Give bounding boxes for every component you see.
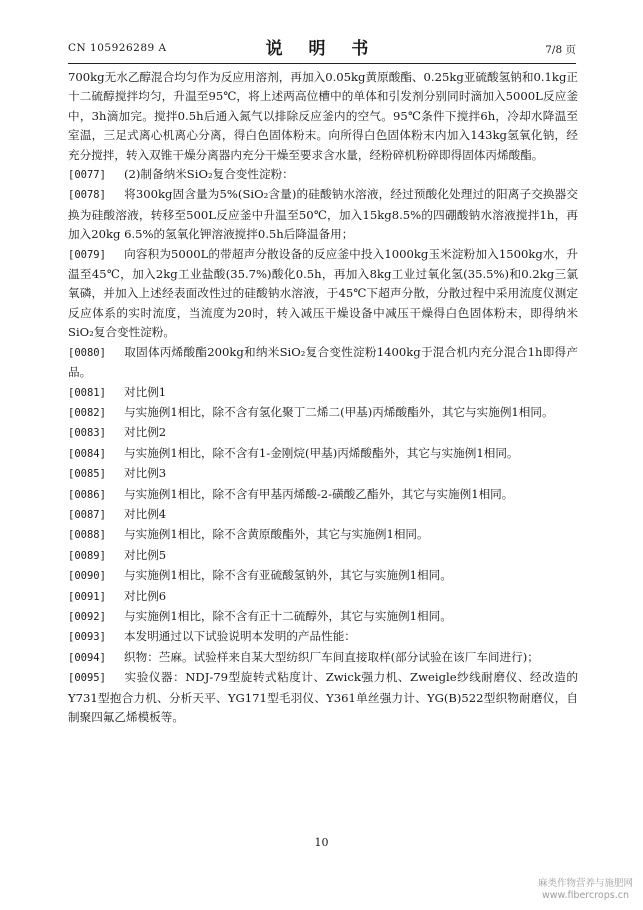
paragraph <box>68 423 578 443</box>
watermark-title: 麻类作物营养与施肥网 <box>537 878 633 889</box>
paragraph <box>68 668 578 727</box>
paragraph-number: [0085] <box>68 468 106 481</box>
page-number: 10 <box>314 836 329 849</box>
paragraph-number: [0083] <box>68 427 106 440</box>
paragraph <box>68 444 578 464</box>
document-title: 说 明 书 <box>265 39 379 59</box>
paragraph-number: [0084] <box>68 447 106 460</box>
paragraph-number: [0092] <box>68 610 106 623</box>
paragraph <box>68 383 578 403</box>
patent-number: CN 105926289 A <box>68 42 167 54</box>
paragraph-text: 对比例4 <box>124 506 167 521</box>
paragraph-number: [0094] <box>68 651 106 664</box>
paragraph <box>68 566 578 586</box>
paragraph <box>68 403 578 423</box>
paragraph-text: 织物：苎麻。试验样来自某大型纺织厂车间直接取样(部分试验在该厂车间进行)； <box>124 649 539 664</box>
paragraph <box>68 464 578 484</box>
paragraph-number: [0086] <box>68 488 106 501</box>
paragraph-number: [0091] <box>68 590 106 603</box>
paragraph-number: [0087] <box>68 508 106 521</box>
paragraph-text: 与实施例1相比，除不含有1-金刚烷(甲基)丙烯酸酯外，其它与实施例1相同。 <box>124 445 519 460</box>
paragraph-text: 对比例3 <box>124 466 167 481</box>
paragraph-number: [0081] <box>68 386 106 399</box>
paragraph-text: 向容积为5000L的带超声分散设备的反应釜中投入1000kg玉米淀粉加入1500kg水，升温至45℃，加入2kg工业盐酸(35.7%)酸化0.5h，再加入8kg工业过氧化氢(35.5%)和0.2kg三氯氧磷，并加入上述经表面改性过的硅酸钠水溶液，于45℃下超声分散，分散过程中采用流度仪测定反应体系的实时流度，当流度为20时，转入减压干燥设备中减压干燥得白色固体粉末，即得纳米SiO₂复合变性淀粉。 <box>68 246 578 340</box>
paragraph-number: [0082] <box>68 406 106 419</box>
paragraph-text: 与实施例1相比，除不含有甲基丙烯酸-2-磺酸乙酯外，其它与实施例1相同。 <box>124 486 514 501</box>
paragraph-text: 将300kg固含量为5%(SiO₂含量)的硅酸钠水溶液，经过预酸化处理过的阳离子交换器交换为硅酸溶液，转移至500L反应釜中升温至50℃，加入15kg8.5%的四硼酸钠水溶液搅拌1h，再加入20kg 6.5%的氢氧化钾溶液搅拌0.5h后降温备用； <box>68 187 578 242</box>
page-indicator: 7/8 页 <box>545 44 576 56</box>
watermark-url: www.fibercrops.cn <box>541 890 629 901</box>
paragraph-text: 对比例1 <box>124 384 167 399</box>
header-divider <box>68 63 576 64</box>
paragraph <box>68 485 578 505</box>
paragraph-text: 对比例5 <box>124 547 167 562</box>
paragraph <box>68 245 578 343</box>
paragraph-text: 与实施例1相比，除不含有亚硫酸氢钠外，其它与实施例1相同。 <box>124 568 452 583</box>
paragraph-text: 与实施例1相比，除不含有正十二硫醇外，其它与实施例1相同。 <box>124 608 452 623</box>
paragraph <box>68 607 578 627</box>
paragraph-text: 本发明通过以下试验说明本发明的产品性能： <box>124 629 356 644</box>
paragraph-text: 对比例6 <box>124 588 167 603</box>
paragraph <box>68 627 578 647</box>
page-header <box>68 34 576 60</box>
paragraph-text: 取固体丙烯酸酯200kg和纳米SiO₂复合变性淀粉1400kg于混合机内充分混合1h即得产品。 <box>68 344 578 380</box>
paragraph-number: [0090] <box>68 570 106 583</box>
paragraph-text: 对比例2 <box>124 425 167 440</box>
paragraph <box>68 546 578 566</box>
paragraph-text: 700kg无水乙醇混合均匀作为反应用溶剂，再加入0.05kg黄原酸酯、0.25kg亚硫酸氢钠和0.1kg正十二硫醇搅拌均匀，升温至95℃，将上述两高位槽中的单体和引发剂分别同时滴加入5000L反应釜中，3h滴加完。搅拌0.5h后通入氮气以排除反应釜内的空气。95℃条件下搅拌6h，冷却水降温至室温，三足式离心机离心分离，得白色固体粉末。向所得白色固体粉末内加入143kg氢氧化钠，经充分搅拌，转入双锥干燥分离器内充分干燥至要求含水量，经粉碎机粉碎即得固体丙烯酸酯。 <box>68 70 578 162</box>
paragraph-number: [0078] <box>68 189 106 202</box>
paragraph <box>68 185 578 244</box>
paragraph <box>68 525 578 545</box>
paragraph <box>68 68 578 165</box>
paragraph <box>68 587 578 607</box>
document-body <box>68 68 578 727</box>
paragraph-number: [0077] <box>68 169 106 182</box>
paragraph-number: [0088] <box>68 529 106 542</box>
paragraph-text: (2)制备纳米SiO₂复合变性淀粉： <box>124 167 294 182</box>
paragraph-number: [0079] <box>68 248 106 261</box>
paragraph <box>68 165 578 185</box>
paragraph <box>68 648 578 668</box>
paragraph-number: [0093] <box>68 631 106 644</box>
site-watermark <box>538 878 633 902</box>
paragraph-text: 与实施例1相比，除不含有氢化聚丁二烯二(甲基)丙烯酸酯外，其它与实施例1相同。 <box>124 404 554 419</box>
paragraph <box>68 343 578 383</box>
paragraph-number: [0095] <box>68 672 106 685</box>
paragraph-text: 实验仪器：NDJ-79型旋转式粘度计、Zwick强力机、Zweigle纱线耐磨仪、经改造的Y731型抱合力机、分析天平、YG171型毛羽仪、Y361单丝强力计、YG(B)522型织物耐磨仪，自制聚四氟乙烯模板等。 <box>68 670 578 724</box>
paragraph-number: [0089] <box>68 549 106 562</box>
paragraph-number: [0080] <box>68 346 106 359</box>
paragraph-text: 与实施例1相比，除不含黄原酸酯外，其它与实施例1相同。 <box>124 527 429 542</box>
paragraph <box>68 505 578 525</box>
